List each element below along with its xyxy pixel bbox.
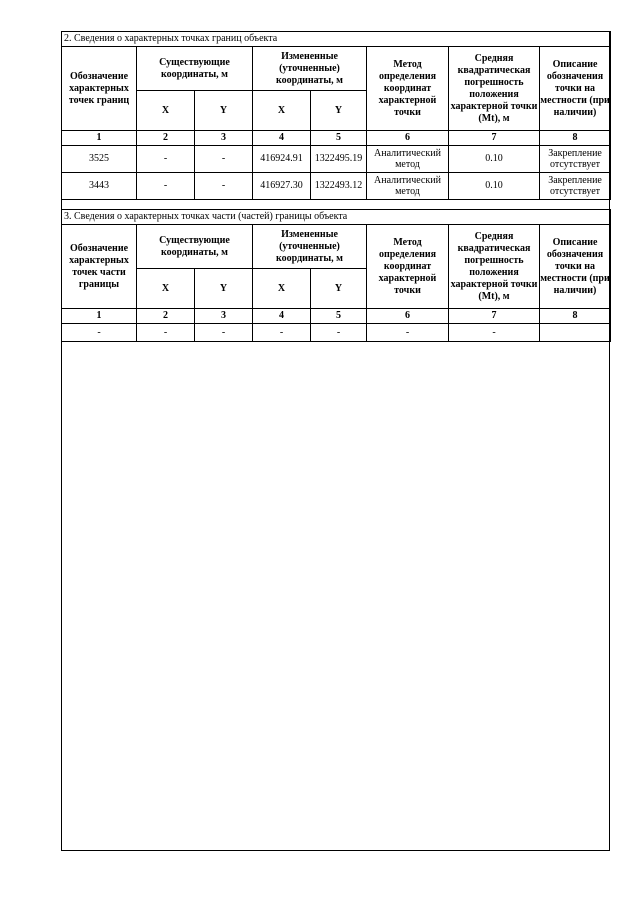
error: 0.10 <box>449 146 540 173</box>
header-existing-x: X <box>137 91 195 131</box>
header-designation: Обозначение характерных точек части границы <box>62 225 137 309</box>
column-number: 5 <box>311 131 367 146</box>
section-caption: 3. Сведения о характерных точках части (частей) границы объекта <box>62 210 611 225</box>
new-y: - <box>311 324 367 342</box>
header-error: Средняя квадратическая погрешность положения характерной точки (Mt), м <box>449 47 540 131</box>
new-x: 416924.91 <box>253 146 311 173</box>
header-existing-x: X <box>137 269 195 309</box>
new-x: - <box>253 324 311 342</box>
description: Закрепление отсутствует <box>540 173 611 200</box>
header-error: Средняя квадратическая погрешность положения характерной точки (Mt), м <box>449 225 540 309</box>
column-number-row <box>62 309 611 324</box>
header-changed-x: X <box>253 269 311 309</box>
table-row <box>62 173 611 200</box>
column-number: 7 <box>449 309 540 324</box>
error: 0.10 <box>449 173 540 200</box>
header-existing-y: Y <box>195 91 253 131</box>
column-number: 6 <box>367 131 449 146</box>
method: Аналитический метод <box>367 146 449 173</box>
column-number: 8 <box>540 309 611 324</box>
header-existing-coords: Существующие координаты, м <box>137 225 253 269</box>
column-number: 4 <box>253 309 311 324</box>
existing-y: - <box>195 146 253 173</box>
existing-y: - <box>195 173 253 200</box>
existing-y: - <box>195 324 253 342</box>
table-row <box>62 146 611 173</box>
existing-x: - <box>137 146 195 173</box>
description <box>540 324 611 342</box>
existing-x: - <box>137 173 195 200</box>
column-number: 7 <box>449 131 540 146</box>
header-description: Описание обозначения точки на местности (при наличии) <box>540 225 611 309</box>
error: - <box>449 324 540 342</box>
header-changed-coords: Измененные (уточненные) координаты, м <box>253 47 367 91</box>
point-id: - <box>62 324 137 342</box>
header-existing-y: Y <box>195 269 253 309</box>
point-id: 3443 <box>62 173 137 200</box>
header-changed-y: Y <box>311 91 367 131</box>
column-number: 3 <box>195 131 253 146</box>
header-method: Метод определения координат характерной точки <box>367 225 449 309</box>
column-number: 5 <box>311 309 367 324</box>
boundary-points-table <box>61 31 611 200</box>
new-y: 1322493.12 <box>311 173 367 200</box>
existing-x: - <box>137 324 195 342</box>
header-changed-coords: Измененные (уточненные) координаты, м <box>253 225 367 269</box>
new-y: 1322495.19 <box>311 146 367 173</box>
new-x: 416927.30 <box>253 173 311 200</box>
document-frame <box>61 31 610 851</box>
column-number: 1 <box>62 309 137 324</box>
column-number: 2 <box>137 309 195 324</box>
header-designation: Обозначение характерных точек границ <box>62 47 137 131</box>
header-changed-x: X <box>253 91 311 131</box>
column-number: 6 <box>367 309 449 324</box>
header-method: Метод определения координат характерной точки <box>367 47 449 131</box>
table-row <box>62 324 611 342</box>
column-number: 8 <box>540 131 611 146</box>
method: Аналитический метод <box>367 173 449 200</box>
column-number-row <box>62 131 611 146</box>
header-changed-y: Y <box>311 269 367 309</box>
column-number: 4 <box>253 131 311 146</box>
method: - <box>367 324 449 342</box>
column-number: 2 <box>137 131 195 146</box>
column-number: 3 <box>195 309 253 324</box>
column-number: 1 <box>62 131 137 146</box>
header-description: Описание обозначения точки на местности (при наличии) <box>540 47 611 131</box>
point-id: 3525 <box>62 146 137 173</box>
description: Закрепление отсутствует <box>540 146 611 173</box>
section-caption: 2. Сведения о характерных точках границ объекта <box>62 32 611 47</box>
header-existing-coords: Существующие координаты, м <box>137 47 253 91</box>
part-boundary-points-table <box>61 209 611 342</box>
